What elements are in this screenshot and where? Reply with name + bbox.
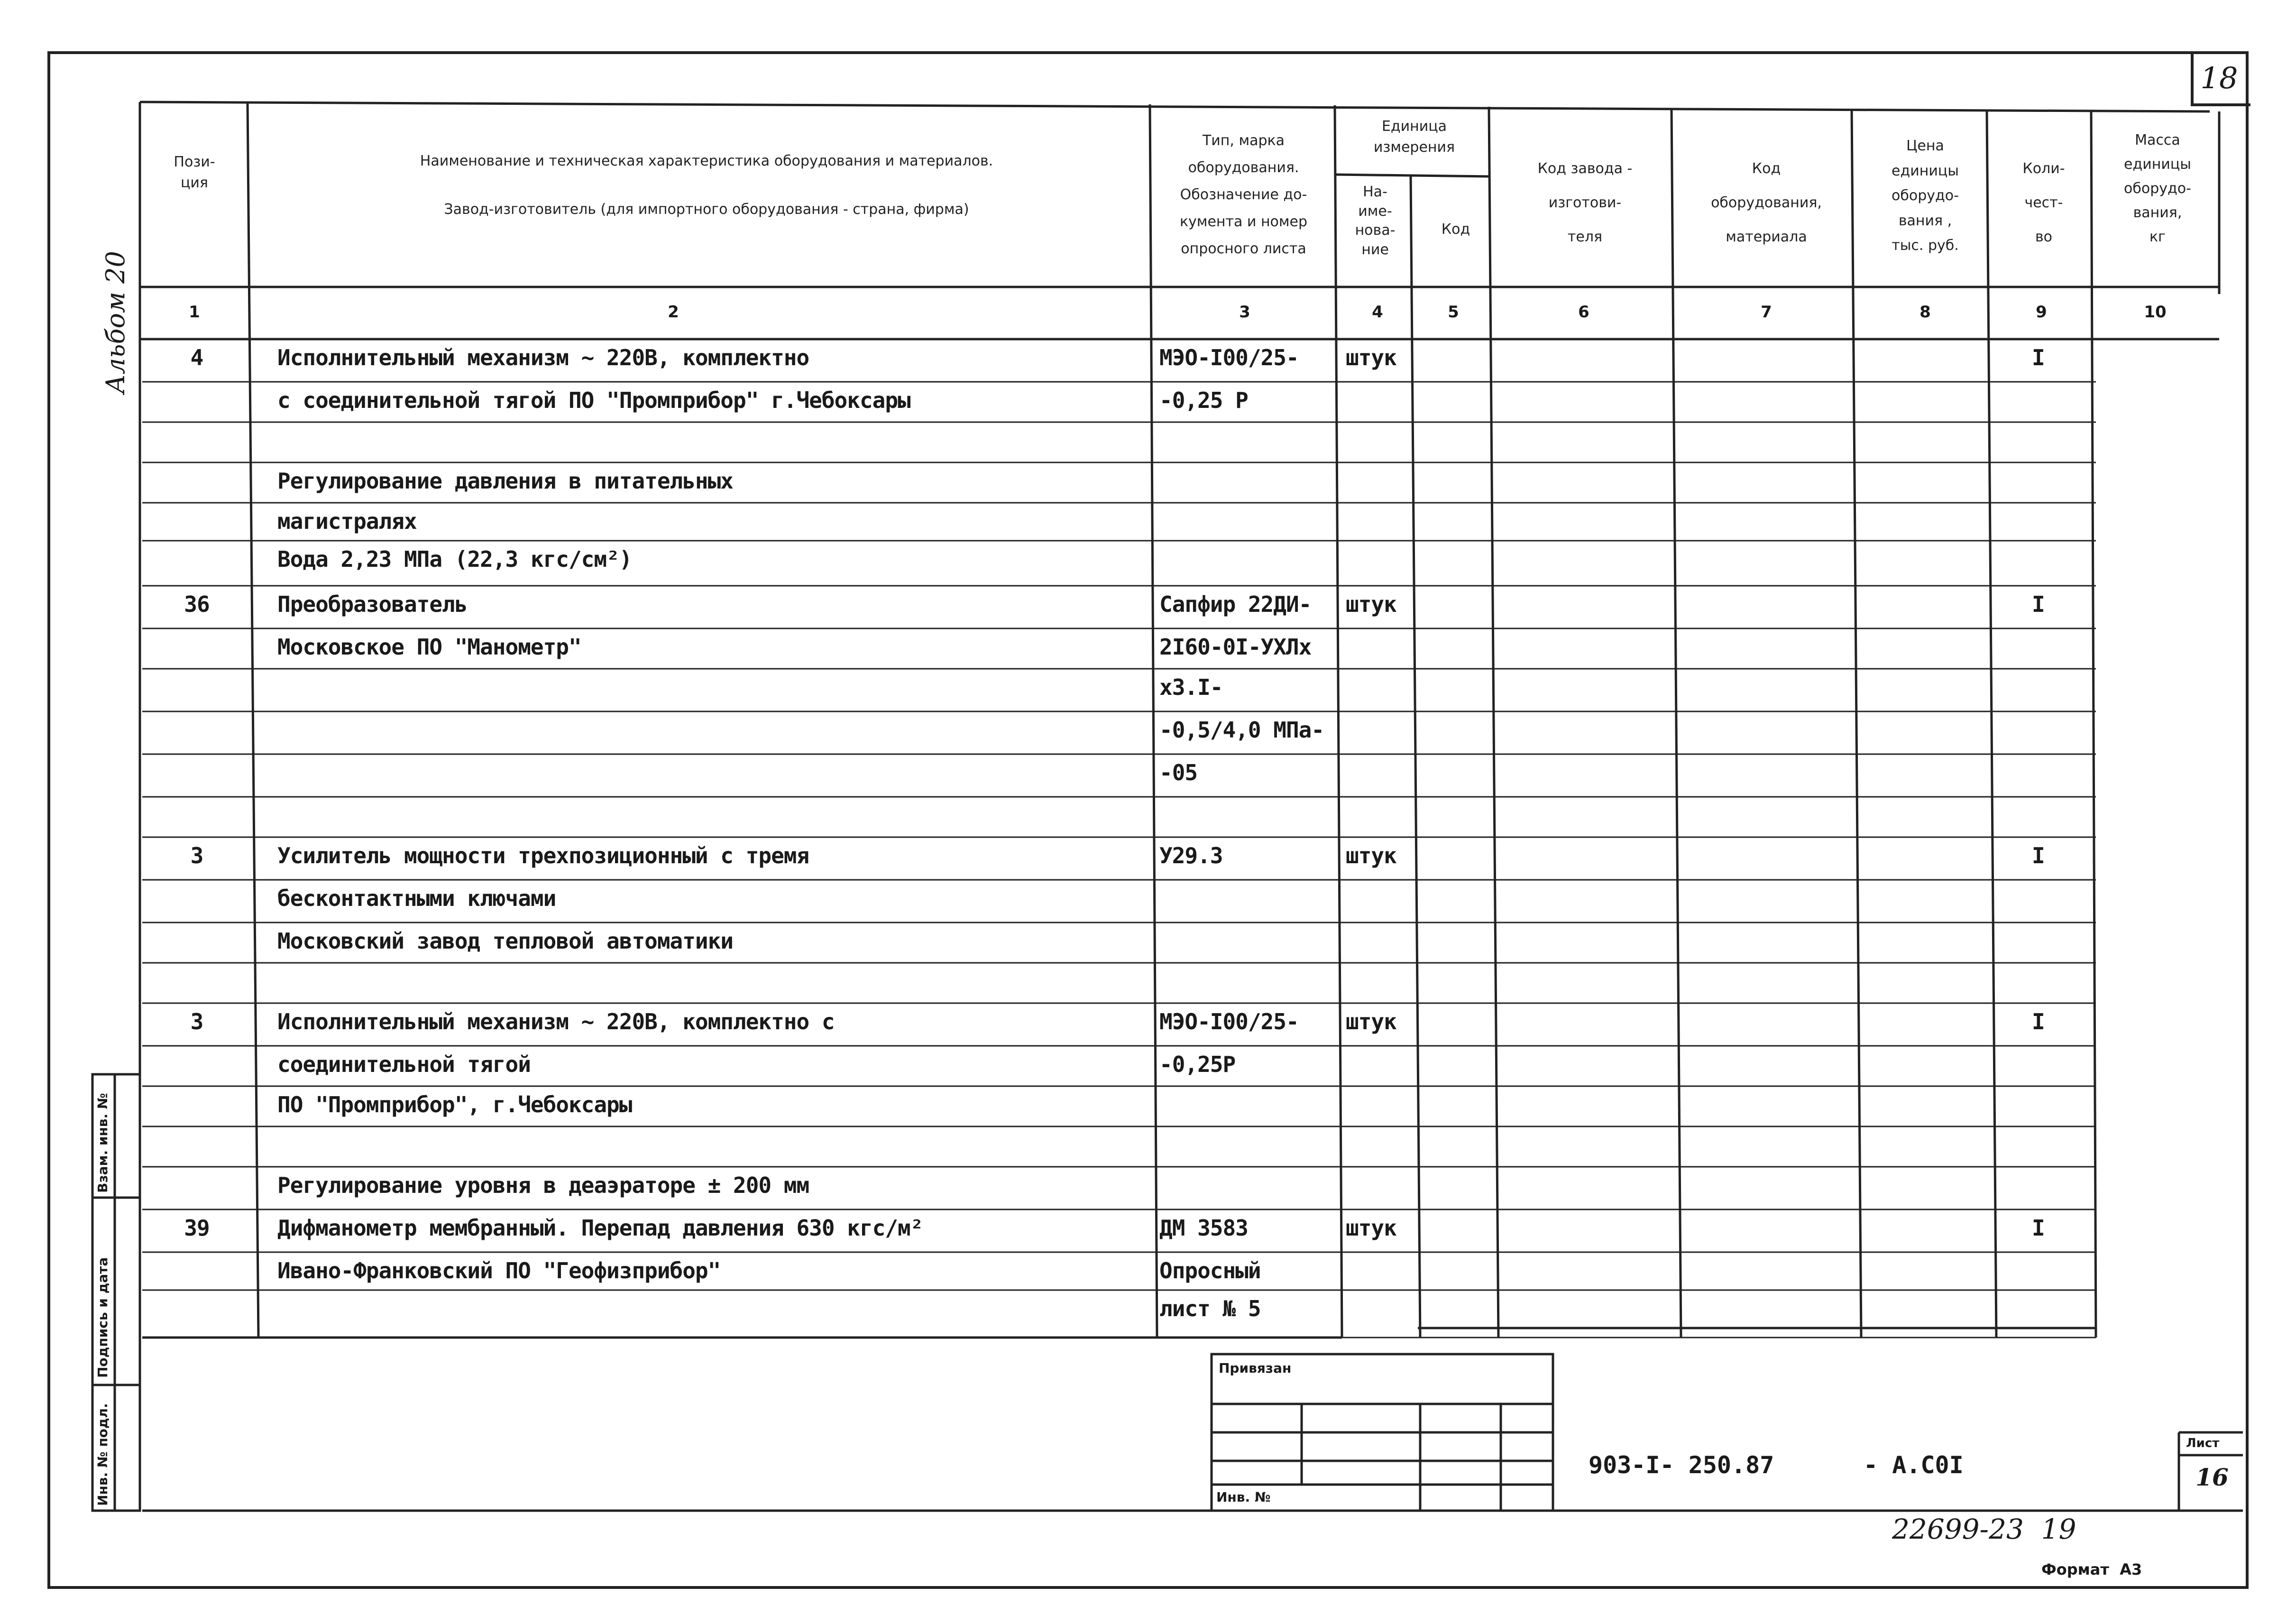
type-cell: лист № 5: [1159, 1296, 1261, 1321]
type-cell: МЭО-I00/25-: [1159, 1009, 1299, 1034]
position-cell: 36: [184, 591, 210, 617]
column-number: 3: [1239, 303, 1250, 322]
header-mass: Масса единицы оборудо- вания, кг: [2124, 132, 2191, 245]
column-number: 1: [189, 303, 200, 322]
name-cell: Московский завод тепловой автоматики: [277, 928, 733, 954]
quantity-cell: I: [2032, 1215, 2045, 1241]
header-manufacturer: Завод-изготовитель (для импортного оборудования - страна, фирма): [444, 201, 969, 218]
column-number: 5: [1448, 303, 1459, 322]
column-number: 6: [1578, 303, 1589, 322]
header-unit-code: Код: [1441, 221, 1470, 238]
type-cell: МЭО-I00/25-: [1159, 345, 1299, 370]
header-equipment-code: Код оборудования, материала: [1711, 160, 1822, 245]
name-cell: Регулирование уровня в деаэраторе ± 200 мм: [277, 1172, 809, 1198]
header-name: Наименование и техническая характеристика оборудования и материалов.: [420, 153, 993, 169]
unit-cell: штук: [1346, 345, 1396, 370]
document-suffix: - А.С0I: [1864, 1451, 1964, 1479]
quantity-cell: I: [2032, 345, 2045, 370]
column-number: 2: [668, 303, 679, 322]
column-number: 9: [2036, 303, 2047, 322]
header-price: Цена единицы оборудо- вания , тыс. руб.: [1892, 138, 1959, 254]
column-number: 7: [1761, 303, 1772, 322]
name-cell: магистралях: [277, 508, 417, 534]
position-cell: 39: [184, 1215, 210, 1241]
archive-number: 22699-23 19: [1892, 1513, 2076, 1545]
type-cell: -05: [1159, 760, 1198, 785]
name-cell: с соединительной тягой ПО "Промприбор" г.Чебоксары: [277, 388, 910, 413]
name-cell: Регулирование давления в питательных: [277, 468, 733, 494]
type-cell: х3.I-: [1159, 674, 1223, 700]
column-number: 4: [1372, 303, 1383, 322]
type-cell: -0,25Р: [1159, 1052, 1236, 1077]
paper-format: Формат А3: [2041, 1560, 2142, 1578]
header-quantity: Коли- чест- во: [2022, 160, 2065, 245]
quantity-cell: I: [2032, 843, 2045, 868]
title-inv-no: Инв. №: [1216, 1489, 1271, 1505]
header-position: Пози- ция: [174, 154, 215, 191]
sheet-label: Лист: [2186, 1436, 2220, 1450]
stamp-inv-podl: Инв. № подл.: [95, 1403, 110, 1506]
quantity-cell: I: [2032, 1009, 2045, 1034]
document-code: 903-I- 250.87: [1589, 1451, 1774, 1479]
name-cell: Дифманометр мембранный. Перепад давления 630 кгс/м²: [277, 1215, 923, 1241]
unit-cell: штук: [1346, 843, 1396, 868]
position-cell: 3: [190, 1009, 203, 1034]
name-cell: Преобразователь: [277, 591, 468, 617]
position-cell: 4: [190, 345, 203, 370]
unit-cell: штук: [1346, 1215, 1396, 1241]
header-unit: Единица измерения: [1373, 118, 1455, 156]
title-privyazan: Привязан: [1219, 1360, 1292, 1376]
header-factory-code: Код завода - изготови- теля: [1537, 160, 1633, 245]
type-cell: У29.3: [1159, 843, 1223, 868]
name-cell: Исполнительный механизм ~ 220В, комплектно: [277, 345, 809, 370]
column-number: 8: [1919, 303, 1931, 322]
name-cell: соединительной тягой: [277, 1052, 531, 1077]
type-cell: Опросный: [1159, 1258, 1261, 1283]
header-type: Тип, марка оборудования. Обозначение до- кумента и номер опросного листа: [1179, 132, 1308, 257]
page-number: 18: [2200, 61, 2238, 95]
unit-cell: штук: [1346, 591, 1396, 617]
name-cell: Вода 2,23 МПа (22,3 кгс/см²): [277, 546, 632, 572]
quantity-cell: I: [2032, 591, 2045, 617]
name-cell: Усилитель мощности трехпозиционный с тремя: [277, 843, 809, 868]
column-number: 10: [2144, 303, 2167, 322]
unit-cell: штук: [1346, 1009, 1396, 1034]
type-cell: -0,25 Р: [1159, 388, 1248, 413]
name-cell: Московское ПО "Манометр": [277, 634, 581, 660]
sheet-number: 16: [2195, 1463, 2229, 1491]
name-cell: ПО "Промприбор", г.Чебоксары: [277, 1092, 632, 1117]
album-label: Альбом 20: [101, 251, 130, 394]
name-cell: Исполнительный механизм ~ 220В, комплектно с: [277, 1009, 835, 1034]
type-cell: Сапфир 22ДИ-: [1159, 591, 1312, 617]
name-cell: Ивано-Франковский ПО "Геофизприбор": [277, 1258, 721, 1283]
stamp-replaced-inv: Взам. инв. №: [95, 1093, 110, 1193]
name-cell: бесконтактными ключами: [277, 886, 556, 911]
type-cell: ДМ 3583: [1159, 1215, 1248, 1241]
type-cell: -0,5/4,0 МПа-: [1159, 717, 1324, 743]
position-cell: 3: [190, 843, 203, 868]
type-cell: 2I60-0I-УХЛх: [1159, 634, 1312, 660]
stamp-signature-date: Подпись и дата: [95, 1257, 110, 1378]
header-unit-name: На- име- нова- ние: [1355, 184, 1396, 258]
